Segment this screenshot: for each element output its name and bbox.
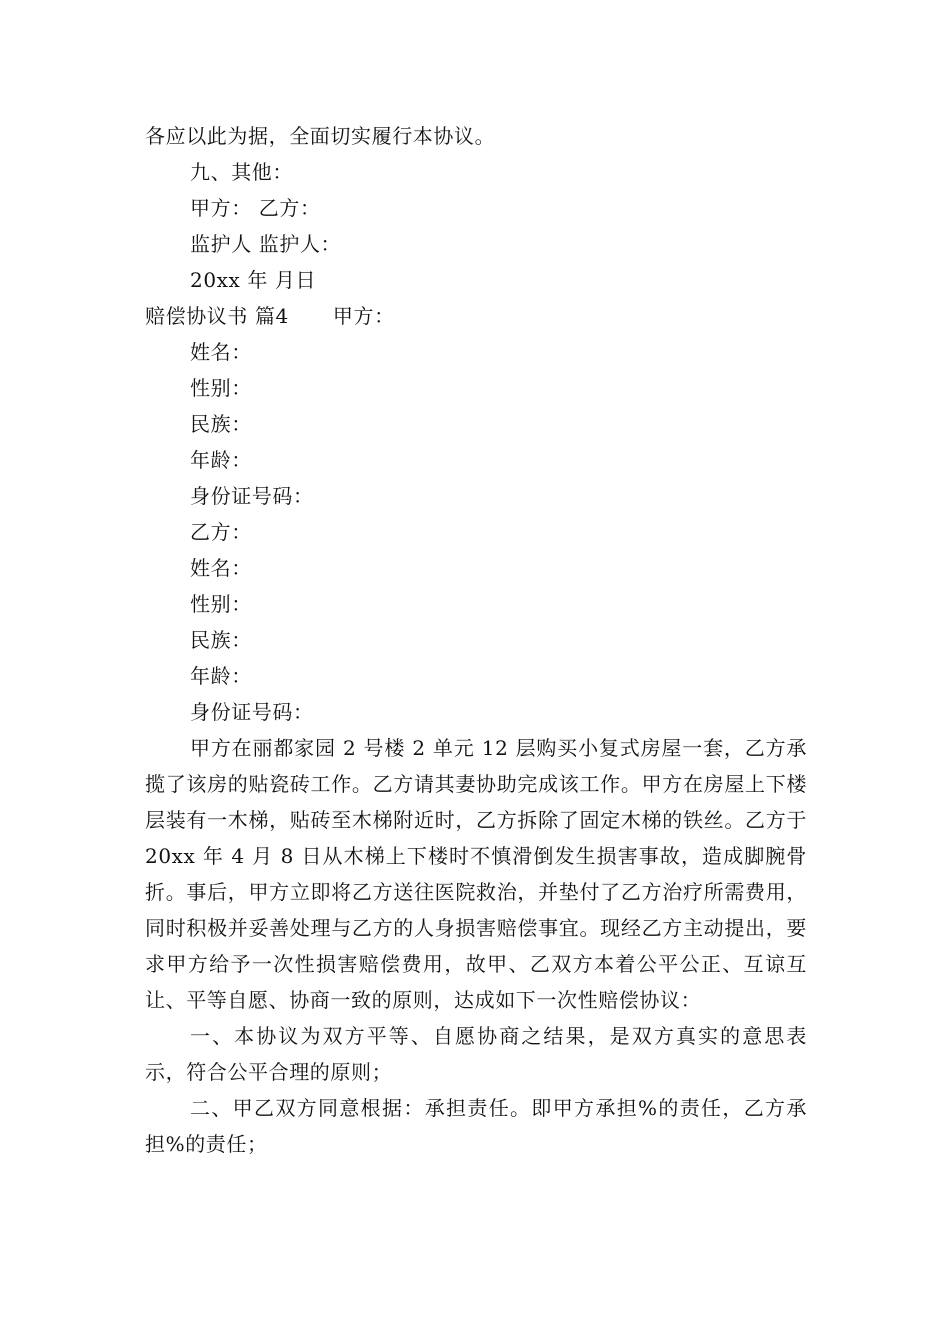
party-a-id-field: 身份证号码： xyxy=(190,484,314,508)
party-b-name-field: 姓名： xyxy=(190,556,252,580)
party-a-ethnicity-field: 民族： xyxy=(190,412,252,436)
party-a-name-field: 姓名： xyxy=(190,340,252,364)
agreement-title-line xyxy=(145,298,807,334)
facts-paragraph: 甲方在丽都家园 2 号楼 2 单元 12 层购买小复式房屋一套，乙方承揽了该房的贴瓷砖工作。乙方请其妻协助完成该工作。甲方在房屋上下楼层装有一木梯，贴砖至木梯附近时，乙方拆除了固定木梯的铁丝。乙方于 20xx 年 4 月 8 日从木梯上下楼时不慎滑倒发生损害事故，造成脚腕骨折。事后，甲方立即将乙方送往医院救治，并垫付了乙方治疗所需费用，同时积极并妥善处理与乙方的人身损害赔偿事宜。现经乙方主动提出，要求甲方给予一次性损害赔偿费用，故甲、乙双方本着公平公正、互谅互让、平等自愿、协商一致的原则，达成如下一次性赔偿协议： xyxy=(145,736,807,1012)
document-body xyxy=(145,118,807,1162)
clause-one-paragraph: 一、本协议为双方平等、自愿协商之结果，是双方真实的意思表示，符合公平合理的原则； xyxy=(145,1024,807,1084)
party-a-label: 甲方： xyxy=(332,304,395,328)
party-b-gender-field: 性别： xyxy=(190,592,252,616)
party-b-ethnicity-field: 民族： xyxy=(190,628,252,652)
party-b-label: 乙方： xyxy=(190,520,252,544)
signature-date: 20xx 年 月日 xyxy=(190,268,317,292)
agreement-title: 赔偿协议书 篇4 xyxy=(145,304,289,328)
party-a-age-field: 年龄： xyxy=(190,448,252,472)
text-line: 各应以此为据，全面切实履行本协议。 xyxy=(145,124,496,148)
section-heading-other: 九、其他： xyxy=(190,160,293,184)
signature-parties: 甲方： 乙方： xyxy=(190,196,321,220)
signature-guardians: 监护人 监护人： xyxy=(190,232,342,256)
party-a-gender-field: 性别： xyxy=(190,376,252,400)
clause-two-paragraph: 二、甲乙双方同意根据：承担责任。即甲方承担%的责任，乙方承担%的责任； xyxy=(145,1096,807,1156)
party-b-id-field: 身份证号码： xyxy=(190,700,314,724)
party-b-age-field: 年龄： xyxy=(190,664,252,688)
